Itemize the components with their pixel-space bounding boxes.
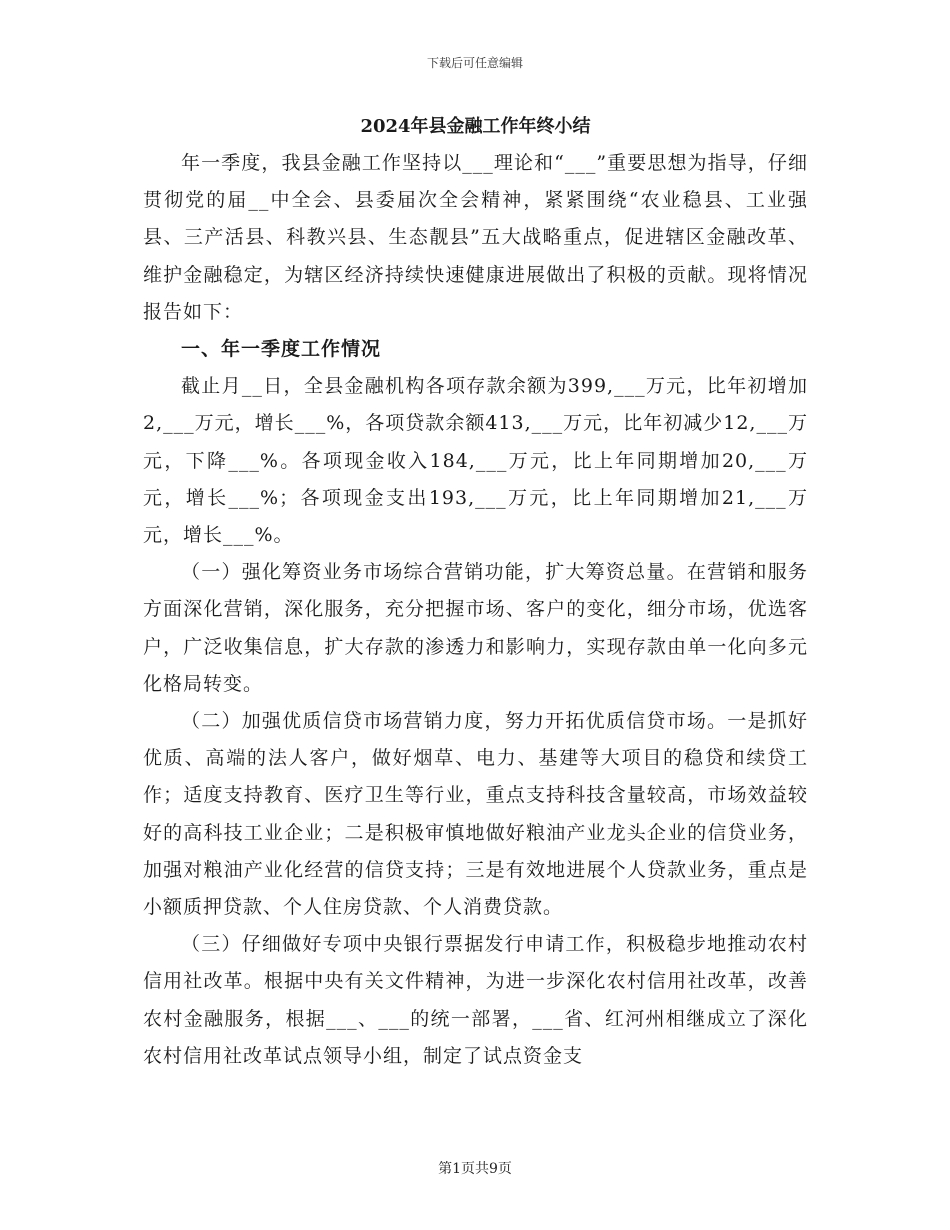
document-body <box>143 113 808 1075</box>
item-paragraph-2: （二）加强优质信贷市场营销力度，努力开拓优质信贷市场。一是抓好优质、高端的法人客户，做好烟草、电力、基建等大项目的稳贷和续贷工作；适度支持教育、医疗卫生等行业，重点支持科技含量较高，市场效益较好的高科技工业企业；二是积极审慎地做好粮油产业龙头企业的信贷业务，加强对粮油产业化经营的信贷支持；三是有效地进展个人贷款业务，重点是小额质押贷款、个人住房贷款、个人消费贷款。 <box>143 710 808 919</box>
stats-paragraph: 截止月__日，全县金融机构各项存款余额为399,___万元，比年初增加2,___万元，增长___%，各项贷款余额413,___万元，比年初减少12,___万元，下降___%。各项现金收入184,___万元，比上年同期增加20,___万元，增长___%；各项现金支出193,___万元，比上年同期增加21,___万元，增长___%。 <box>143 375 808 547</box>
item-paragraph-3: （三）仔细做好专项中央银行票据发行申请工作，积极稳步地推动农村信用社改革。根据中央有关文件精神，为进一步深化农村信用社改革，改善农村金融服务，根据___、___的统一部署，___省、红河州相继成立了深化农村信用社改革试点领导小组，制定了试点资金支 <box>143 933 808 1067</box>
page-footer: 第1页共9页 <box>438 1161 512 1177</box>
intro-paragraph: 年一季度，我县金融工作坚持以___理论和“___”重要思想为指导，仔细贯彻党的届__中全会、县委届次全会精神，紧紧围绕“农业稳县、工业强县、三产活县、科教兴县、生态靓县”五大战略重点，促进辖区金融改革、维护金融稳定，为辖区经济持续快速健康进展做出了积极的贡献。现将情况报告如下： <box>143 152 808 323</box>
item-paragraph-1: （一）强化筹资业务市场综合营销功能，扩大筹资总量。在营销和服务方面深化营销，深化服务，充分把握市场、客户的变化，细分市场，优选客户，广泛收集信息，扩大存款的渗透力和影响力，实现存款由单一化向多元化格局转变。 <box>143 561 808 695</box>
header-note: 下载后可任意编辑 <box>426 56 523 70</box>
section-heading: 一、年一季度工作情况 <box>181 338 382 361</box>
document-title: 2024年县金融工作年终小结 <box>360 116 591 137</box>
